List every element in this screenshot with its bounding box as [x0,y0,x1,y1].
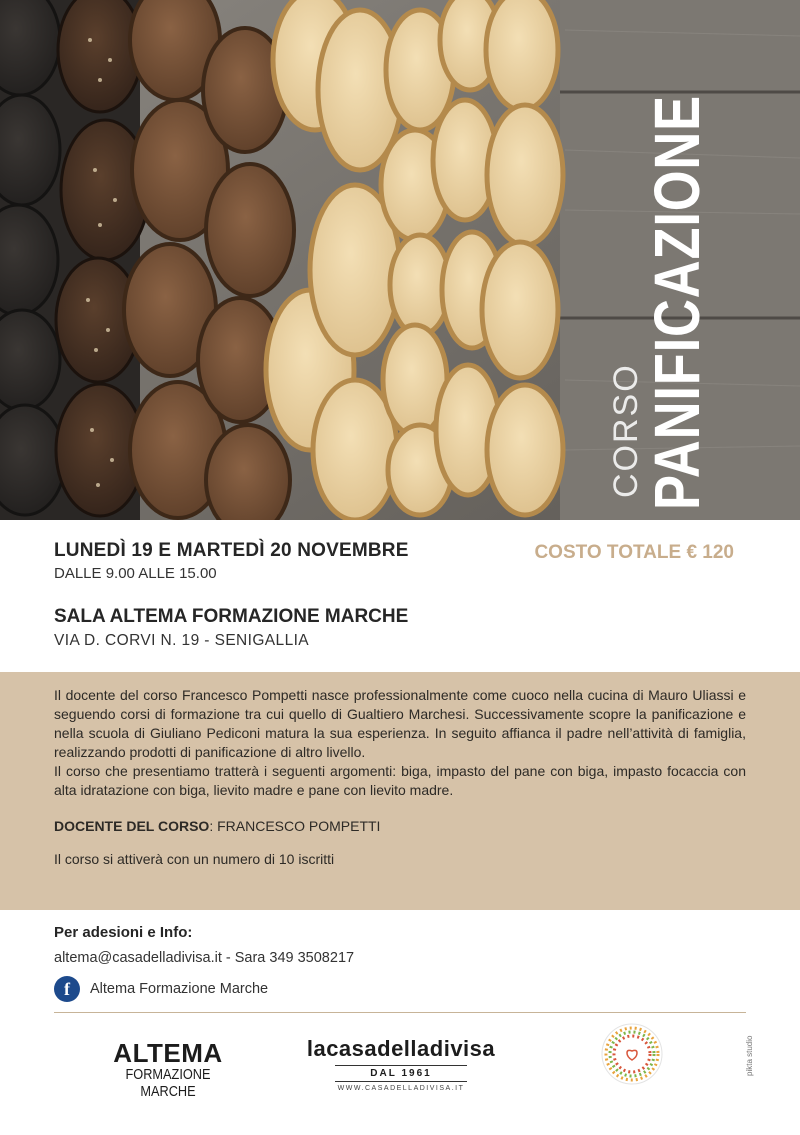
course-title: PANIFICAZIONE [641,95,713,510]
facebook-icon: f [54,976,80,1002]
casa-logo-since: DAL 1961 [335,1065,467,1082]
casa-della-divisa-logo [295,1037,507,1092]
contacts [54,924,754,1002]
casa-logo-name: lacasadelladivisa [306,1036,496,1061]
footer-divider [54,1012,746,1013]
pikta-studio-logo [742,1030,756,1078]
course-cost: COSTO TOTALE € 120 [534,542,734,563]
teacher-label: DOCENTE DEL CORSO [54,818,210,834]
email-phone[interactable]: altema@casadelladivisa.it - Sara 349 3508217 [54,950,355,966]
event-venue: SALA ALTEMA FORMAZIONE MARCHE [54,606,409,627]
facebook-label: Altema Formazione Marche [90,981,269,997]
casa-logo-web: WWW.CASADELLADIVISA.IT [337,1085,465,1092]
hero-image [0,0,800,520]
contacts-title: Per adesioni e Info: [54,924,193,941]
teacher-line [54,818,746,834]
description-band [0,672,800,910]
event-hours: DALLE 9.00 ALLE 15.00 [54,565,217,582]
course-prefix: CORSO [607,363,645,498]
altema-logo-main: ALTEMA [113,1038,223,1068]
facebook-link[interactable] [54,976,754,1002]
description-paragraph-1: Il docente del corso Francesco Pompetti nasce professionalmente come cuoco nella cucina di Mauro Uliassi e seguendo corsi di formazione tra cui quello di Gualtiero Marchesi. Successivamente scopre la panificazione e nella scuola di Giuliano Pediconi matura la sua esperienza. In seguito affianca il padre nell’attività di famiglia, realizzando prodotti di panificazione di altro livello. [54,687,746,760]
teacher-name: : FRANCESCO POMPETTI [209,818,381,834]
event-address: VIA D. CORVI N. 19 - SENIGALLIA [54,632,310,649]
circular-badge-logo [600,1022,664,1086]
altema-logo-sub: FORMAZIONE MARCHE [125,1066,211,1100]
activation-note: Il corso si attiverà con un numero di 10 iscritti [54,851,335,867]
event-info [54,540,754,650]
altema-logo [98,1040,238,1100]
course-title-block [608,20,738,510]
event-dates: LUNEDÌ 19 E MARTEDÌ 20 NOVEMBRE [54,540,409,561]
pikta-logo-text: pikta studio [745,1035,754,1076]
description-paragraph-2: Il corso che presentiamo tratterà i seguenti argomenti: biga, impasto del pane con biga, impasto focaccia con alta idratazione con biga, lievito madre e pane con lievito madre. [54,763,746,798]
